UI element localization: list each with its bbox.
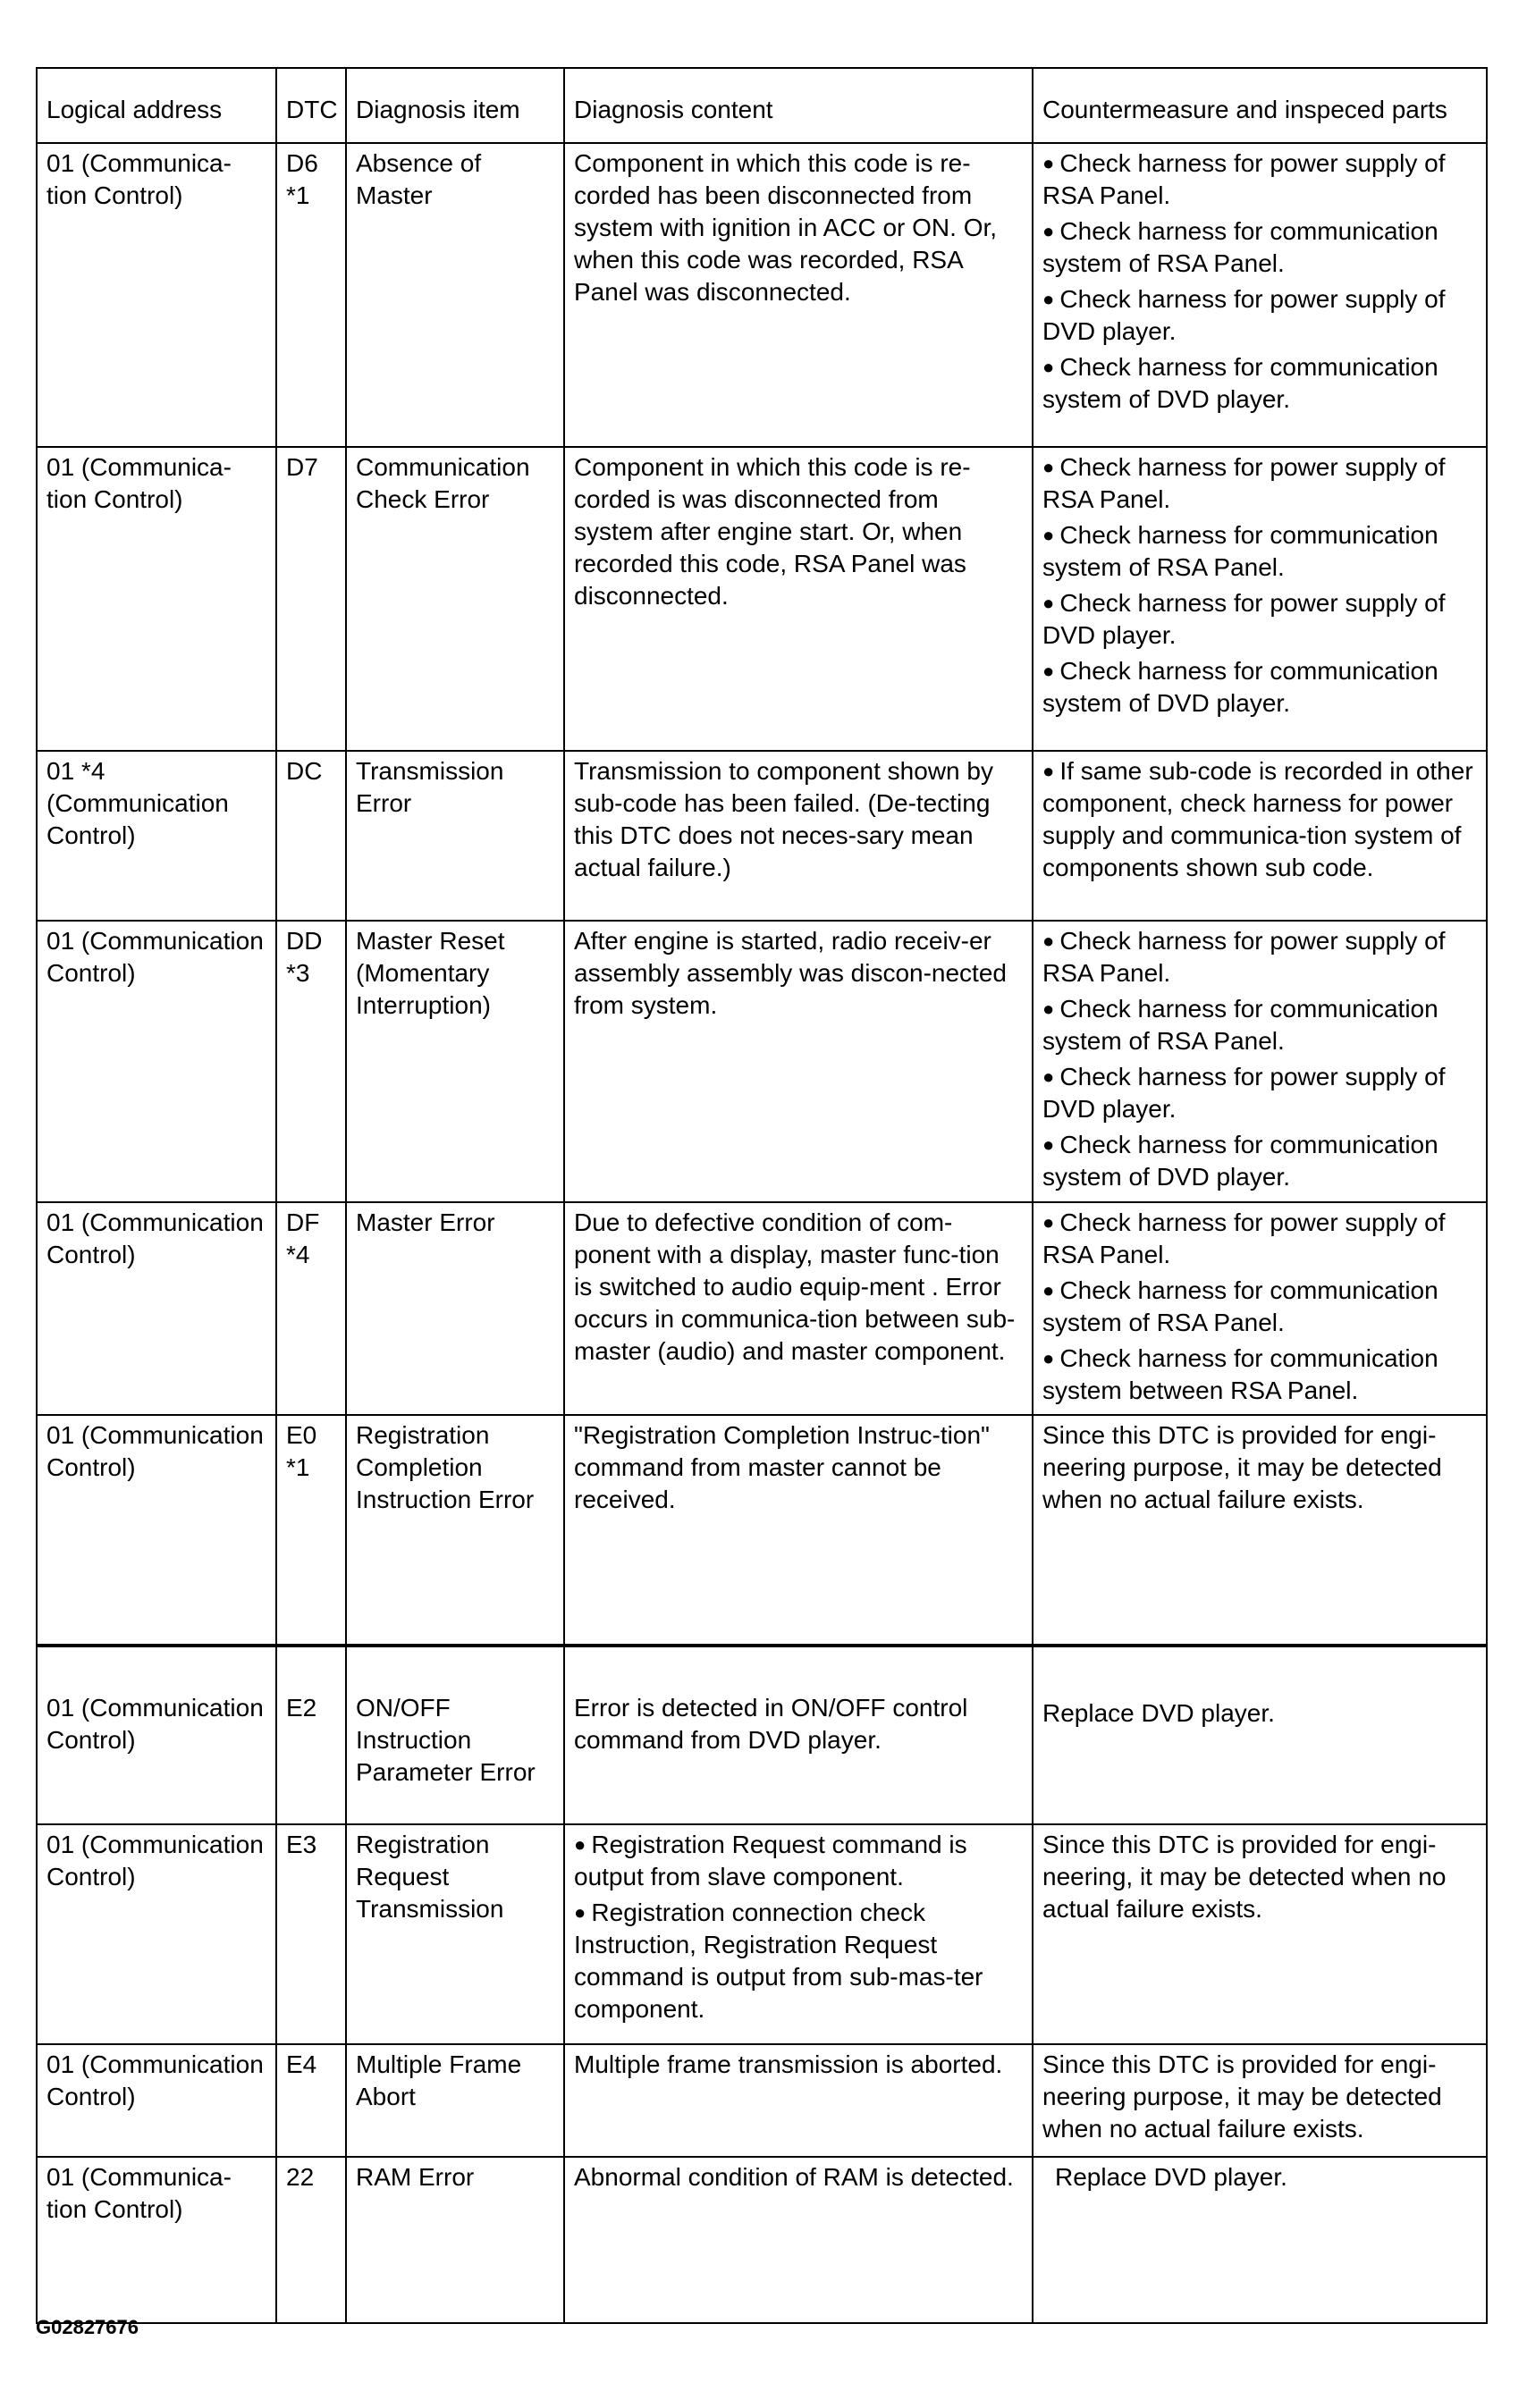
counter-item: ● Check harness for communication system of DVD player. xyxy=(1042,351,1477,416)
cell-diagnosis-item: Transmission Error xyxy=(346,751,564,921)
cell-address: 01 (Communication Control) xyxy=(37,921,276,1202)
counter-item: ● Check harness for communication system of DVD player. xyxy=(1042,655,1477,720)
table-row xyxy=(37,2157,1487,2323)
counter-text: Replace DVD player. xyxy=(1055,2163,1287,2191)
cell-diagnosis-item: Communication Check Error xyxy=(346,447,564,751)
cell-address: 01 (Communica-tion Control) xyxy=(37,143,276,447)
dtc-note: *1 xyxy=(286,1453,310,1481)
cell-diagnosis-item: Master Reset (Momentary Interruption) xyxy=(346,921,564,1202)
counter-item: ● Check harness for power supply of RSA Panel. xyxy=(1042,925,1477,989)
table-row xyxy=(37,921,1487,1202)
cell-countermeasure xyxy=(1033,751,1487,921)
cell-diagnosis-content: Due to defective condition of com-ponent with a display, master func-tion is switched to audio equip-ment . Error occurs in communica-tion between sub-master (audio) and master component. xyxy=(564,1202,1033,1415)
counter-text: Since this DTC is provided for engi-neering purpose, it may be detected when no actual failure exists. xyxy=(1042,1421,1442,1513)
table-row xyxy=(37,2044,1487,2157)
table-row xyxy=(37,1824,1487,2044)
cell-dtc xyxy=(276,1415,346,1646)
counter-item: ● Check harness for power supply of RSA Panel. xyxy=(1042,451,1477,516)
counter-item: ● Check harness for communication system of RSA Panel. xyxy=(1042,993,1477,1057)
counter-item: ● Check harness for power supply of DVD player. xyxy=(1042,1061,1477,1125)
dtc-code: D7 xyxy=(286,453,318,481)
counter-text: Replace DVD player. xyxy=(1042,1699,1275,1727)
counter-item: ● Check harness for power supply of DVD player. xyxy=(1042,283,1477,348)
counter-item: ● Check harness for communication system of RSA Panel. xyxy=(1042,215,1477,280)
counter-text: Since this DTC is provided for engi-neering purpose, it may be detected when no actual failure exists. xyxy=(1042,2050,1442,2143)
table-row xyxy=(37,751,1487,921)
cell-dtc xyxy=(276,2044,346,2157)
cell-diagnosis-item: Master Error xyxy=(346,1202,564,1415)
figure-code: G02827676 xyxy=(36,2316,139,2338)
cell-dtc xyxy=(276,1824,346,2044)
cell-address: 01 (Communication Control) xyxy=(37,1202,276,1415)
cell-diagnosis-content: Error is detected in ON/OFF control command from DVD player. xyxy=(564,1646,1033,1824)
dtc-note: *3 xyxy=(286,959,310,987)
counter-item: ● Check harness for communication system of DVD player. xyxy=(1042,1129,1477,1193)
cell-diagnosis-content: Multiple frame transmission is aborted. xyxy=(564,2044,1033,2157)
cell-diagnosis-item: Registration Request Transmission xyxy=(346,1824,564,2044)
header-diagnosis-item: Diagnosis item xyxy=(346,68,564,143)
cell-diagnosis-content: "Registration Completion Instruc-tion" command from master cannot be received. xyxy=(564,1415,1033,1646)
dtc-code: DC xyxy=(286,757,323,785)
cell-countermeasure xyxy=(1033,2157,1487,2323)
cell-address: 01 (Communication Control) xyxy=(37,2044,276,2157)
header-dtc: DTC xyxy=(276,68,346,143)
cell-countermeasure xyxy=(1033,1415,1487,1646)
table-row xyxy=(37,1415,1487,1646)
counter-item: ● If same sub-code is recorded in other component, check harness for power supply and communica-tion system of components shown sub code. xyxy=(1042,755,1477,884)
cell-diagnosis-content: After engine is started, radio receiv-er assembly assembly was discon-nected from system. xyxy=(564,921,1033,1202)
cell-countermeasure xyxy=(1033,447,1487,751)
counter-item: ● Check harness for communication system of RSA Panel. xyxy=(1042,1275,1477,1339)
cell-diagnosis-content: Component in which this code is re-corded is was disconnected from system after engine start. Or, when recorded this code, RSA Panel was disconnected. xyxy=(564,447,1033,751)
header-diagnosis-content: Diagnosis content xyxy=(564,68,1033,143)
cell-countermeasure xyxy=(1033,2044,1487,2157)
cell-countermeasure xyxy=(1033,143,1487,447)
dtc-note: *1 xyxy=(286,181,310,209)
dtc-code: E4 xyxy=(286,2050,317,2078)
dtc-table-sheet xyxy=(36,67,1486,2324)
cell-address: 01 (Communica-tion Control) xyxy=(37,447,276,751)
cell-diagnosis-item: ON/OFF Instruction Parameter Error xyxy=(346,1646,564,1824)
cell-dtc xyxy=(276,143,346,447)
header-logical-address: Logical address xyxy=(37,68,276,143)
cell-address: 01 (Communica-tion Control) xyxy=(37,2157,276,2323)
dtc-table xyxy=(36,67,1488,2324)
cell-diagnosis-content: Component in which this code is re-corded has been disconnected from system with ignition in ACC or ON. Or, when this code was recorded, RSA Panel was disconnected. xyxy=(564,143,1033,447)
cell-dtc xyxy=(276,751,346,921)
dtc-code: E0 xyxy=(286,1421,317,1449)
cell-dtc xyxy=(276,447,346,751)
counter-item: ● Check harness for communication system between RSA Panel. xyxy=(1042,1343,1477,1407)
cell-dtc xyxy=(276,1646,346,1824)
table-row xyxy=(37,447,1487,751)
counter-item: ● Check harness for power supply of RSA Panel. xyxy=(1042,1207,1477,1271)
dtc-code: E2 xyxy=(286,1694,317,1722)
cell-diagnosis-content: Transmission to component shown by sub-code has been failed. (De-tecting this DTC does not neces-sary mean actual failure.) xyxy=(564,751,1033,921)
cell-diagnosis-content: Abnormal condition of RAM is detected. xyxy=(564,2157,1033,2323)
cell-diagnosis-content xyxy=(564,1824,1033,2044)
dtc-note: *4 xyxy=(286,1241,310,1268)
cell-diagnosis-item: Absence of Master xyxy=(346,143,564,447)
dtc-code: DF xyxy=(286,1208,320,1236)
table-row xyxy=(37,1202,1487,1415)
cell-countermeasure xyxy=(1033,1824,1487,2044)
dtc-code: E3 xyxy=(286,1831,317,1858)
dtc-code: 22 xyxy=(286,2163,315,2191)
cell-countermeasure xyxy=(1033,921,1487,1202)
counter-text: Since this DTC is provided for engi-neering, it may be detected when no actual failure exists. xyxy=(1042,1831,1447,1923)
table-row xyxy=(37,1646,1487,1824)
cell-countermeasure xyxy=(1033,1646,1487,1824)
counter-item: ● Check harness for communication system of RSA Panel. xyxy=(1042,519,1477,584)
content-item: ● Registration connection check Instruction, Registration Request command is output from sub-mas-ter component. xyxy=(574,1897,1023,2025)
header-countermeasure: Countermeasure and inspeced parts xyxy=(1033,68,1487,143)
cell-diagnosis-item: Multiple Frame Abort xyxy=(346,2044,564,2157)
cell-address: 01 (Communication Control) xyxy=(37,1415,276,1646)
header-row xyxy=(37,68,1487,143)
counter-item: ● Check harness for power supply of DVD player. xyxy=(1042,587,1477,652)
cell-dtc xyxy=(276,921,346,1202)
cell-address: 01 (Communication Control) xyxy=(37,1646,276,1824)
cell-diagnosis-item: Registration Completion Instruction Error xyxy=(346,1415,564,1646)
cell-diagnosis-item: RAM Error xyxy=(346,2157,564,2323)
cell-countermeasure xyxy=(1033,1202,1487,1415)
content-item: ● Registration Request command is output from slave component. xyxy=(574,1829,1023,1893)
counter-item: ● Check harness for power supply of RSA Panel. xyxy=(1042,147,1477,212)
table-row xyxy=(37,143,1487,447)
cell-address: 01 (Communication Control) xyxy=(37,1824,276,2044)
cell-address: 01 *4 (Communication Control) xyxy=(37,751,276,921)
cell-dtc xyxy=(276,2157,346,2323)
dtc-code: D6 xyxy=(286,149,318,177)
cell-dtc xyxy=(276,1202,346,1415)
dtc-code: DD xyxy=(286,927,323,955)
